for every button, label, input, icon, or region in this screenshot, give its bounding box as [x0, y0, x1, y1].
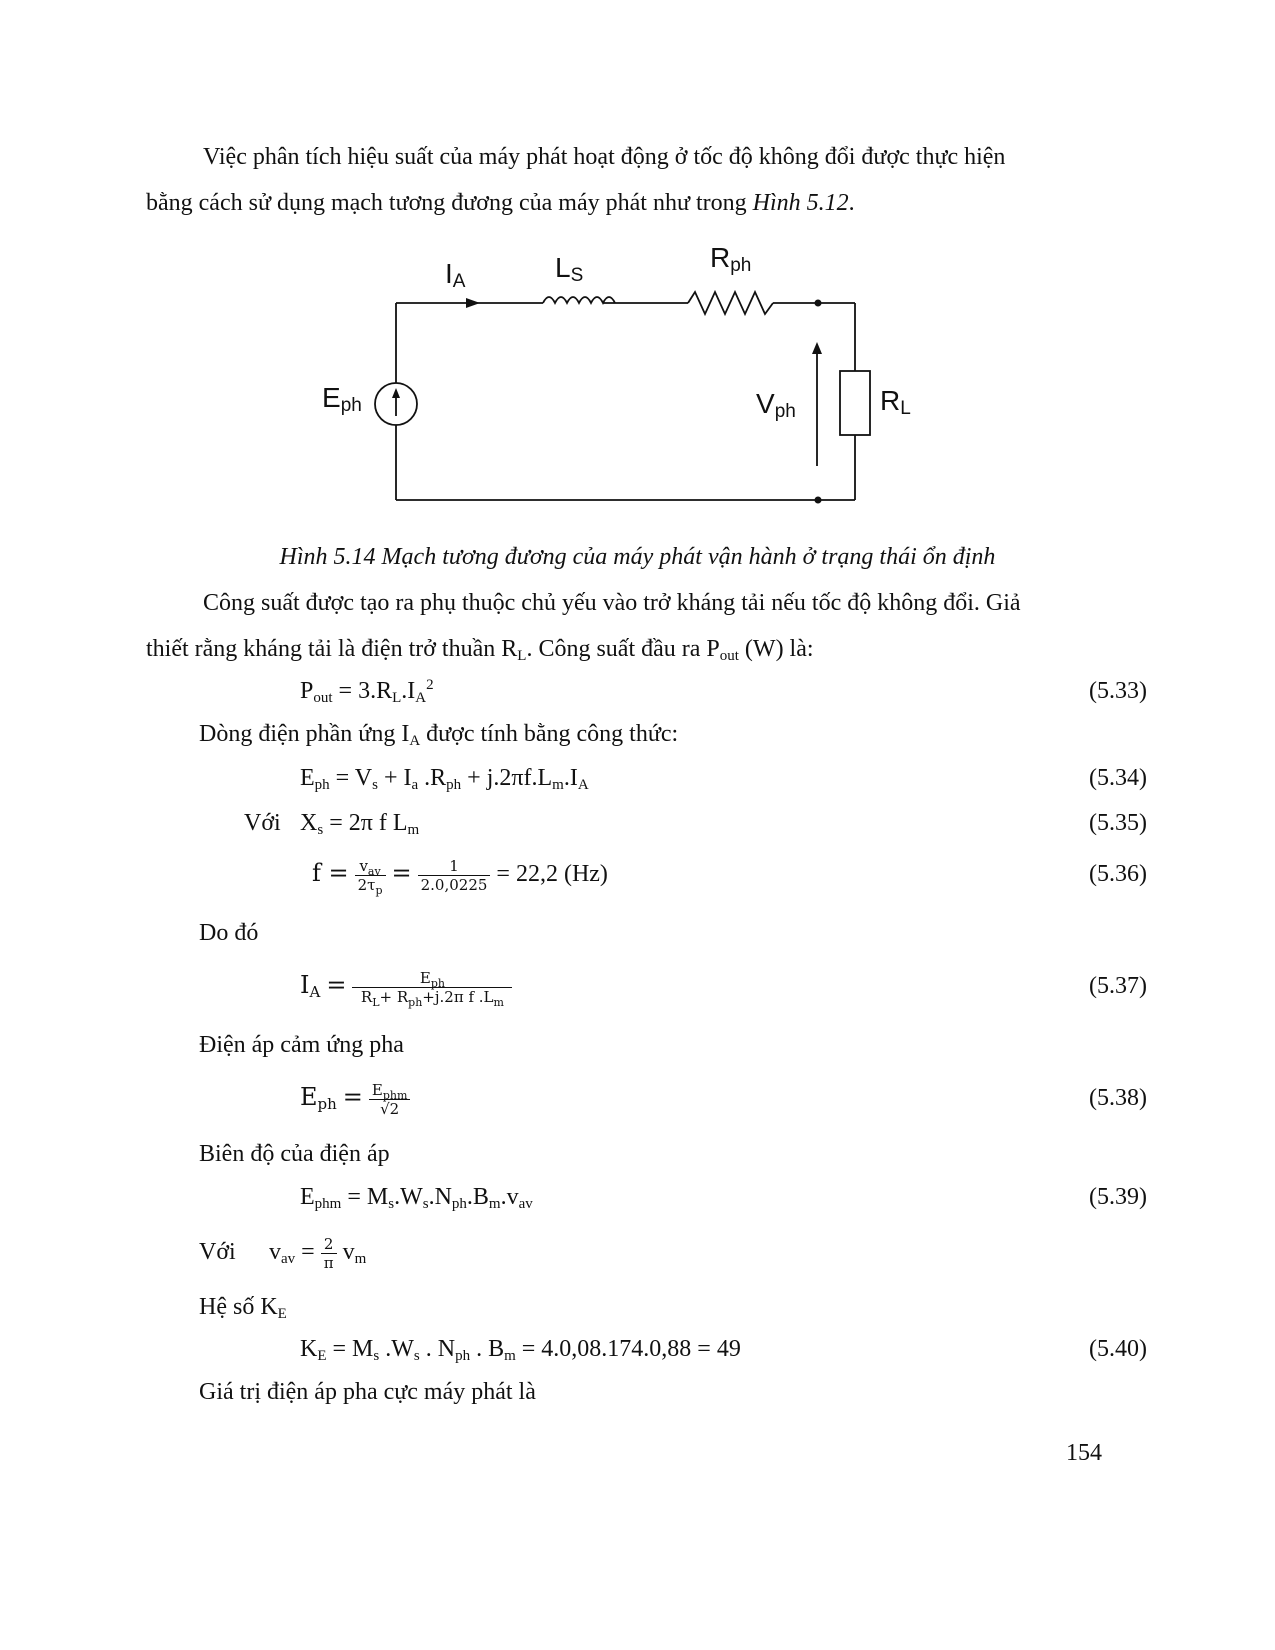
terminal-dot-top [815, 300, 822, 307]
text-bien-do: Biên độ của điện áp [199, 1141, 390, 1167]
label-rl: $R_L$ [880, 385, 911, 419]
label-ls: $L_S$ [555, 252, 584, 286]
text-do-do: Do đó [199, 920, 259, 946]
para2-line-1: Công suất được tạo ra phụ thuộc chủ yếu vào trở kháng tải nếu tốc độ không đổi. Giả [203, 590, 1021, 616]
para2-line-2: thiết rằng kháng tải là điện trở thuần $R_L$. Công suất đầu ra $P_{out}$ (W) là: [146, 636, 814, 664]
figure-caption: Hình 5.14 Mạch tương đương của máy phát vận hành ở trạng thái ổn định [279, 544, 996, 570]
equation-lead: Với [244, 810, 281, 836]
equation-body: $K_E = M_s$ $.W_s$ . $N_{ph}$ . $B_m = 4.0,08.174.0,88 = 49$ [300, 1336, 741, 1364]
figure-reference: Hình 5.12 [752, 190, 849, 216]
current-arrow-head [466, 298, 480, 308]
source-arrow-head [392, 388, 400, 398]
equation-number: (5.34) [1089, 765, 1147, 791]
equation-body: $E_{phm} = M_s.W_s.N_{ph}.B_m.v_{av}$ [300, 1184, 533, 1212]
label-eph: $E_{ph}$ [322, 382, 362, 416]
fraction-2-over-pi: $\frac{2}{\pi}$ [321, 1235, 337, 1272]
label-rph: $R_{ph}$ [710, 242, 752, 276]
equation-5-38 [0, 1072, 1147, 1122]
equation-body: $I_A$ = $\frac{E_{ph}}{R_L+ R_{ph}+j.2\pi f .L_m}$ [300, 960, 512, 1011]
label-ia: $I_A$ [445, 258, 466, 292]
equation-body: $E_{ph}$ = $\frac{E_{phm}}{√2}$ [300, 1072, 410, 1123]
fraction-ia: $\frac{E_{ph}}{R_L+ R_{ph}+j.2\pi f .L_m}$ [352, 969, 512, 1006]
fraction-1-over-value: $\frac{1}{2.0,0225}$ [418, 857, 491, 894]
equivalent-circuit-diagram [300, 240, 940, 520]
equation-body: $v_{av}$ = $\frac{2}{\pi}$ $v_m$ [269, 1234, 367, 1272]
intro-line-1: Việc phân tích hiệu suất của máy phát hoạt động ở tốc độ không đổi được thực hiện [203, 144, 1006, 170]
text-he-so-ke: Hệ số $K_E$ [199, 1294, 287, 1322]
equation-5-37 [0, 960, 1147, 1010]
terminal-dot-bottom [815, 497, 822, 504]
equation-number: (5.40) [1089, 1336, 1147, 1362]
ia-intro: Dòng điện phần ứng $I_A$ được tính bằng công thức: [199, 721, 679, 749]
equation-body: $X_s = 2\pi$ f $L_m$ [300, 810, 420, 838]
equation-number: (5.39) [1089, 1184, 1147, 1210]
resistor-zigzag [688, 292, 773, 314]
circuit-svg [300, 240, 940, 520]
equation-lead: Với [199, 1239, 236, 1265]
intro-text: bằng cách sử dụng mạch tương đương của máy phát như trong [146, 190, 753, 216]
equation-vav [199, 1224, 599, 1280]
equation-number: (5.33) [1089, 678, 1147, 704]
intro-line-2 [146, 180, 1146, 226]
equation-number: (5.36) [1089, 861, 1147, 887]
equation-5-36 [0, 848, 1147, 898]
equation-number: (5.35) [1089, 810, 1147, 836]
vph-arrow-head [812, 342, 822, 354]
fraction-ephm-over-sqrt2: $\frac{E_{phm}}{√2}$ [369, 1081, 411, 1118]
fraction-vav-over-2tp: $\frac{v_{av}}{2\tau_p}$ [355, 857, 386, 894]
intro-period: . [848, 190, 855, 216]
equation-body: $P_{out} = 3.R_L.I_A^2$ [300, 677, 434, 706]
text-gia-tri: Giá trị điện áp pha cực máy phát là [199, 1379, 536, 1405]
equation-body: $E_{ph} = V_s + I_a$ $.R_{ph} + j.2\pi f.L_m.I_A$ [300, 765, 589, 793]
equation-body: f = $\frac{v_{av}}{2\tau_p}$ = $\frac{1}{2.0,0225}$ = 22,2 (Hz) [312, 856, 608, 897]
label-vph: $V_{ph}$ [756, 388, 796, 422]
text-dien-ap-cam-ung: Điện áp cảm ứng pha [199, 1032, 404, 1058]
load-resistor-box [840, 371, 870, 435]
page-number: 154 [1066, 1440, 1102, 1466]
equation-number: (5.37) [1089, 973, 1147, 999]
equation-number: (5.38) [1089, 1085, 1147, 1111]
